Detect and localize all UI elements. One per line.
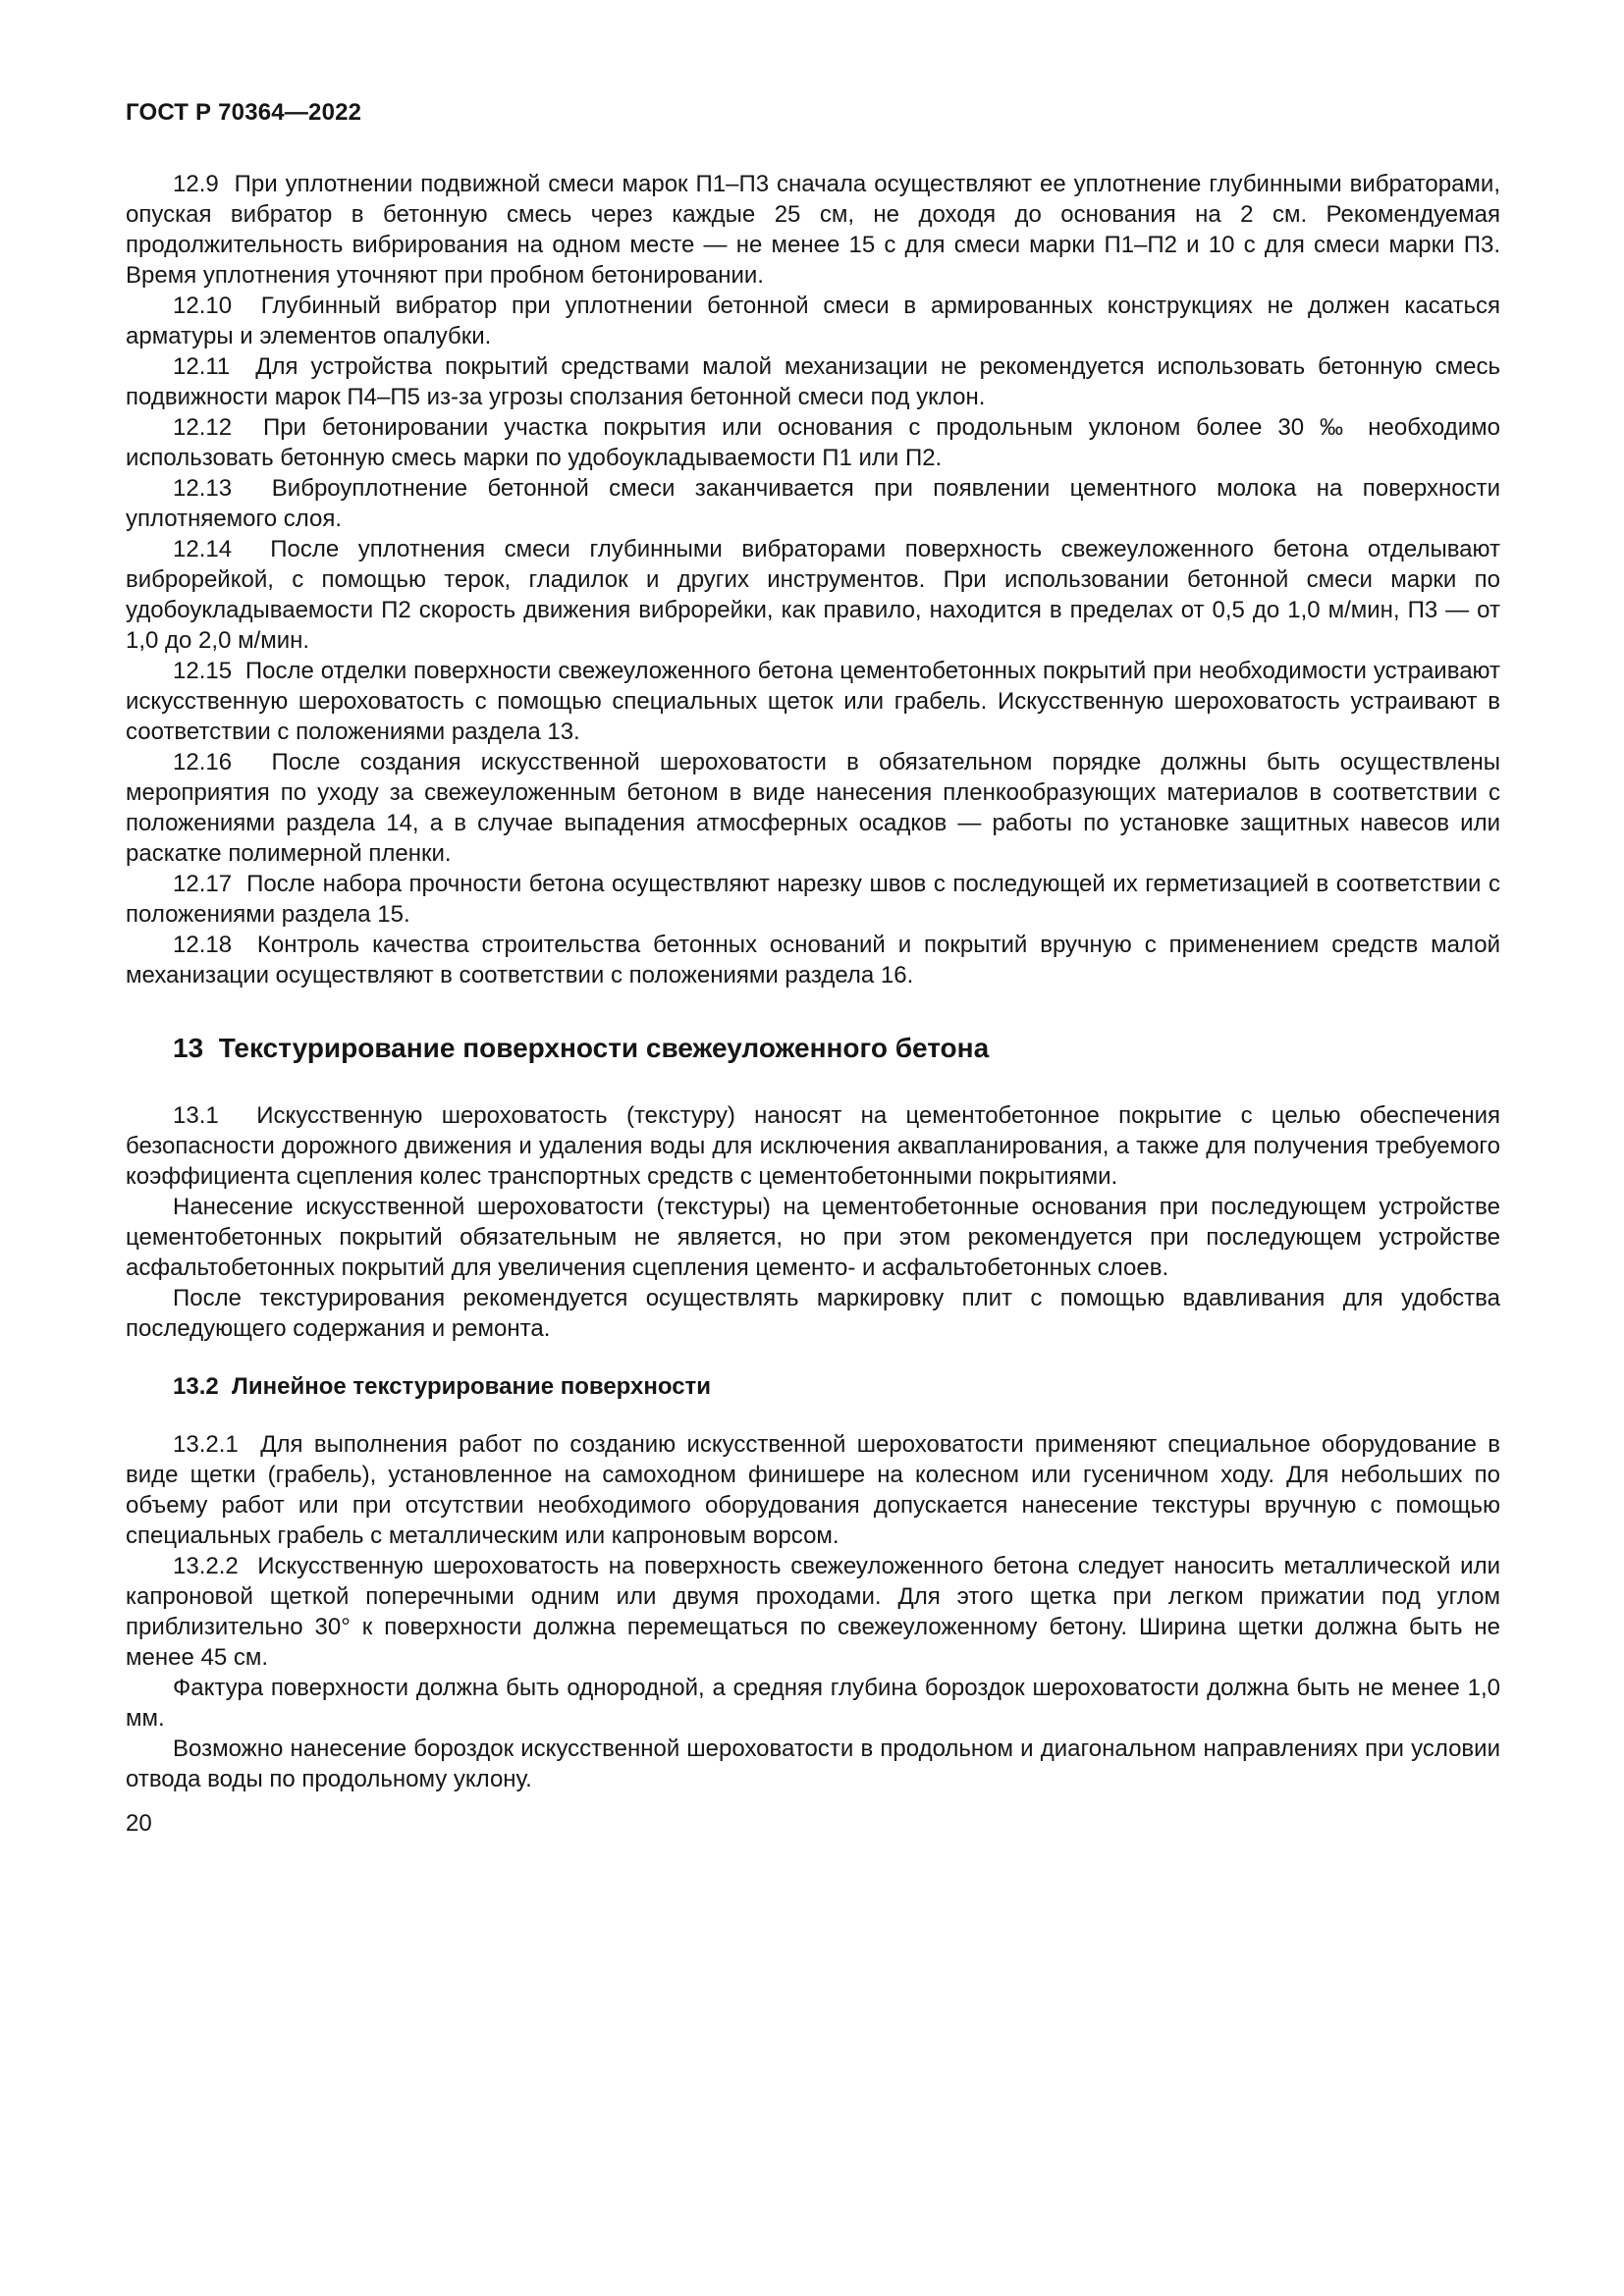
section-13-heading: 13 Текстурирование поверхности свежеуложенного бетона <box>173 1033 990 1063</box>
clause-13-2-2: 13.2.2 Искусственную шероховатость на поверхность свежеуложенного бетона следует наносить металлической или капроновой щеткой поперечными одним или двумя проходами. Для этого щетка при легком прижатии под углом приблизительно 30° к поверхности должна перемещаться по свежеуложенному бетону. Ширина щетки должна быть не менее 45 см. <box>126 1553 1500 1671</box>
subsection-13-2-heading: 13.2 Линейное текстурирование поверхности <box>173 1373 712 1400</box>
clause-12-9: 12.9 При уплотнении подвижной смеси марок П1–П3 сначала осуществляют ее уплотнение глубинными вибраторами, опуская вибратор в бетонную смесь через каждые 25 см, не доходя до основания на 2 см. Рекомендуемая продолжительность вибрирования на одном месте — не менее 15 с для смеси марки П1–П2 и 10 с для смеси марки П3. Время уплотнения уточняют при пробном бетонировании. <box>126 171 1500 289</box>
section-13 <box>126 1032 1500 1794</box>
clause-12-11: 12.11 Для устройства покрытий средствами малой механизации не рекомендуется использовать бетонную смесь подвижности марок П4–П5 из-за угрозы сползания бетонной смеси под уклон. <box>126 353 1500 410</box>
clause-12-18: 12.18 Контроль качества строительства бетонных оснований и покрытий вручную с применением средств малой механизации осуществляют в соответствии с положениями раздела 16. <box>126 932 1500 988</box>
clause-12-10: 12.10 Глубинный вибратор при уплотнении бетонной смеси в армированных конструкциях не должен касаться арматуры и элементов опалубки. <box>126 293 1500 349</box>
clause-13-1-paragraph-3: После текстурирования рекомендуется осуществлять маркировку плит с помощью вдавливания для удобства последующего содержания и ремонта. <box>126 1285 1500 1342</box>
clause-13-2-2-paragraph-2: Фактура поверхности должна быть однородной, а средняя глубина бороздок шероховатости должна быть не менее 1,0 мм. <box>126 1675 1500 1732</box>
clause-12-15: 12.15 После отделки поверхности свежеуложенного бетона цементобетонных покрытий при необходимости устраивают искусственную шероховатость с помощью специальных щеток или грабель. Искусственную шероховатость устраивают в соответствии с положениями раздела 13. <box>126 658 1500 745</box>
page-number: 20 <box>126 1810 152 1837</box>
clause-13-2-2-paragraph-3: Возможно нанесение бороздок искусственной шероховатости в продольном и диагональном направлениях при условии отвода воды по продольному уклону. <box>126 1735 1500 1792</box>
page-header <box>126 98 1500 128</box>
clause-12-13: 12.13 Виброуплотнение бетонной смеси заканчивается при появлении цементного молока на поверхности уплотняемого слоя. <box>126 475 1500 532</box>
document-body <box>126 169 1500 1794</box>
clause-13-1-paragraph-2: Нанесение искусственной шероховатости (текстуры) на цементобетонные основания при последующем устройстве цементобетонных покрытий обязательным не является, но при этом рекомендуется при последующем устройстве асфальтобетонных покрытий для увеличения сцепления цементо- и асфальтобетонных слоев. <box>126 1194 1500 1281</box>
clause-12-17: 12.17 После набора прочности бетона осуществляют нарезку швов с последующей их герметизацией в соответствии с положениями раздела 15. <box>126 871 1500 928</box>
clause-13-1: 13.1 Искусственную шероховатость (текстуру) наносят на цементобетонное покрытие с целью обеспечения безопасности дорожного движения и удаления воды для исключения аквапланирования, а также для получения требуемого коэффициента сцепления колес транспортных средств с цементобетонными покрытиями. <box>126 1102 1500 1190</box>
doc-code: ГОСТ Р 70364—2022 <box>126 99 362 126</box>
clause-12-12: 12.12 При бетонировании участка покрытия или основания с продольным уклоном более 30 ‰ необходимо использовать бетонную смесь марки по удобоукладываемости П1 или П2. <box>126 414 1500 471</box>
page-footer <box>126 1808 1500 1839</box>
clause-12-14: 12.14 После уплотнения смеси глубинными вибраторами поверхность свежеуложенного бетона отделывают виброрейкой, с помощью терок, гладилок и других инструментов. При использовании бетонной смеси марки по удобоукладываемости П2 скорость движения виброрейки, как правило, находится в пределах от 0,5 до 1,0 м/мин, П3 — от 1,0 до 2,0 м/мин. <box>126 536 1500 654</box>
clause-12-16: 12.16 После создания искусственной шероховатости в обязательном порядке должны быть осуществлены мероприятия по уходу за свежеуложенным бетоном в виде нанесения пленкообразующих материалов в соответствии с положениями раздела 14, а в случае выпадения атмосферных осадков — работы по установке защитных навесов или раскатке полимерной пленки. <box>126 749 1500 867</box>
clause-13-2-1: 13.2.1 Для выполнения работ по созданию искусственной шероховатости применяют специальное оборудование в виде щетки (грабель), установленное на самоходном финишере на колесном или гусеничном ходу. Для небольших по объему работ или при отсутствии необходимого оборудования допускается нанесение текстуры вручную с помощью специальных грабель с металлическим или капроновым ворсом. <box>126 1431 1500 1549</box>
section-12-continued <box>126 169 1500 990</box>
